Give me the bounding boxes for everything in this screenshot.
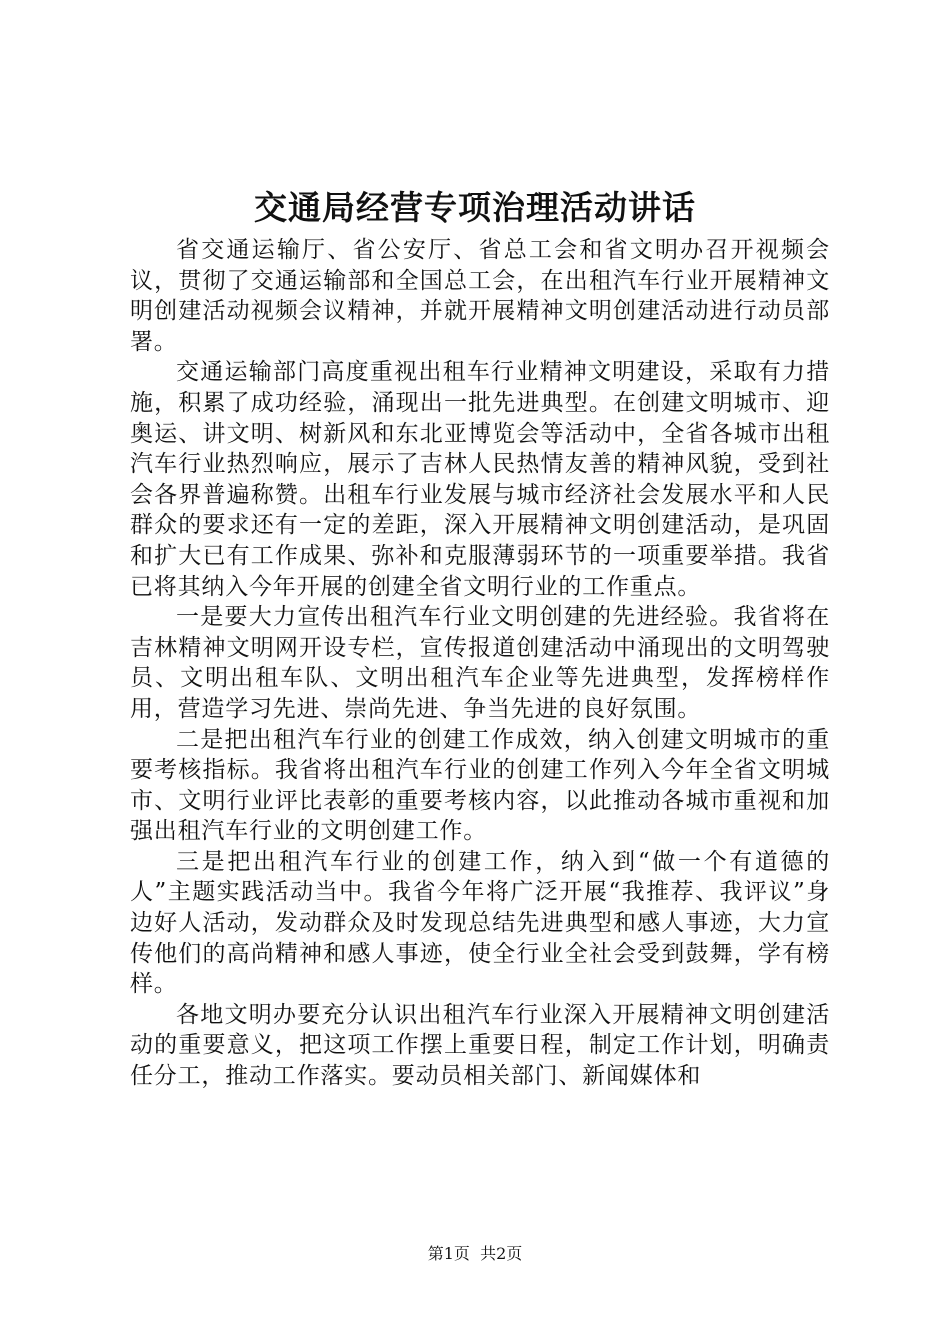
- paragraph: 各地文明办要充分认识出租汽车行业深入开展精神文明创建活动的重要意义，把这项工作摆上重要日程，制定工作计划，明确责任分工，推动工作落实。要动员相关部门、新闻媒体和: [130, 1001, 830, 1090]
- paragraph: 一是要大力宣传出租汽车行业文明创建的先进经验。我省将在吉林精神文明网开设专栏，宣传报道创建活动中涌现出的文明驾驶员、文明出租车队、文明出租汽车企业等先进典型，发挥榜样作用，营造学习先进、崇尚先进、争当先进的良好氛围。: [130, 604, 830, 722]
- paragraph: 省交通运输厅、省公安厅、省总工会和省文明办召开视频会议，贯彻了交通运输部和全国总工会，在出租汽车行业开展精神文明创建活动视频会议精神，并就开展精神文明创建活动进行动员部署。: [130, 237, 830, 355]
- paragraph: 二是把出租汽车行业的创建工作成效，纳入创建文明城市的重要考核指标。我省将出租汽车行业的创建工作列入今年全省文明城市、文明行业评比表彰的重要考核内容，以此推动各城市重视和加强出租汽车行业的文明创建工作。: [130, 726, 830, 845]
- page-footer: [0, 1243, 950, 1265]
- document-title: 交通局经营专项治理活动讲话: [254, 188, 696, 227]
- page-total: 共2页: [480, 1244, 523, 1263]
- paragraph: 三是把出租汽车行业的创建工作，纳入到“做一个有道德的人”主题实践活动当中。我省今年将广泛开展“我推荐、我评议”身边好人活动，发动群众及时发现总结先进典型和感人事迹，大力宣传他们的高尚精神和感人事迹，使全行业全社会受到鼓舞，学有榜样。: [130, 848, 830, 998]
- document-body: [130, 235, 830, 1092]
- paragraph: 交通运输部门高度重视出租车行业精神文明建设，采取有力措施，积累了成功经验，涌现出一批先进典型。在创建文明城市、迎奥运、讲文明、树新风和东北亚博览会等活动中，全省各城市出租汽车行业热烈响应，展示了吉林人民热情友善的精神风貌，受到社会各界普遍称赞。出租车行业发展与城市经济社会发展水平和人民群众的要求还有一定的差距，深入开展精神文明创建活动，是巩固和扩大已有工作成果、弥补和克服薄弱环节的一项重要举措。我省已将其纳入今年开展的创建全省文明行业的工作重点。: [130, 359, 830, 600]
- page-number: 第1页: [427, 1244, 470, 1263]
